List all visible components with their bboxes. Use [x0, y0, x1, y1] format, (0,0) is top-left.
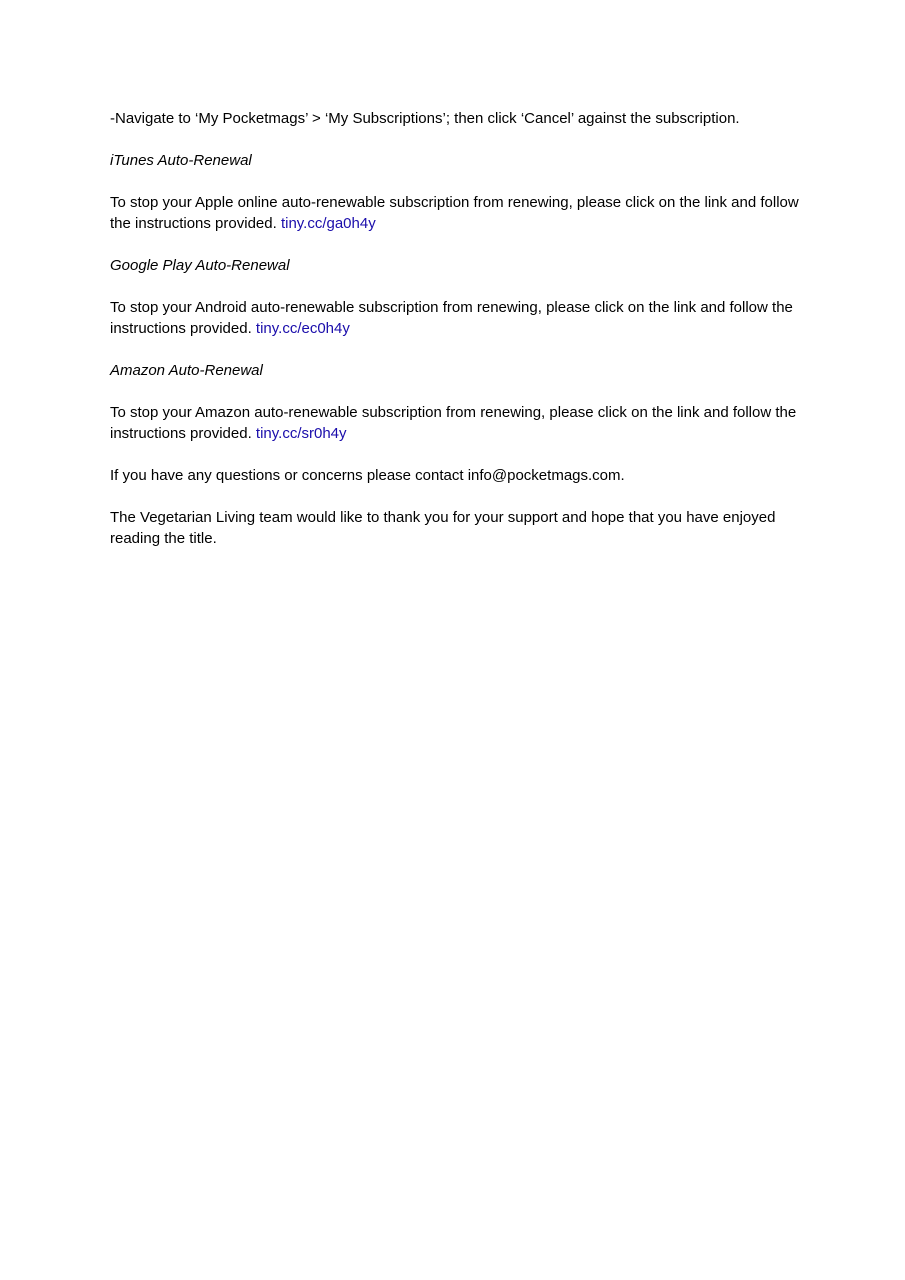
contact-paragraph: If you have any questions or concerns please contact info@pocketmags.com. [110, 467, 625, 484]
section-body-google-play [110, 297, 810, 339]
amazon-link[interactable]: tiny.cc/sr0h4y [255, 425, 347, 442]
section-body-text: To stop your Amazon auto-renewable subscription from renewing, please click on the link and follow the instructions provided. [110, 404, 797, 442]
nav-instruction: -Navigate to ‘My Pocketmags’ > ‘My Subscriptions’; then click ‘Cancel’ against the subscription. [110, 110, 740, 127]
section-heading-google-play: Google Play Auto-Renewal [110, 257, 290, 274]
section-body-text: To stop your Android auto-renewable subscription from renewing, please click on the link and follow the instructions provided. [110, 299, 793, 337]
itunes-link[interactable]: tiny.cc/ga0h4y [280, 215, 376, 232]
document-page [110, 108, 810, 570]
section-heading-amazon: Amazon Auto-Renewal [110, 362, 263, 379]
section-body-amazon [110, 402, 810, 444]
thanks-paragraph: The Vegetarian Living team would like to thank you for your support and hope that you have enjoyed reading the title. [110, 509, 776, 547]
section-heading-itunes: iTunes Auto-Renewal [110, 152, 252, 169]
section-body-text: To stop your Apple online auto-renewable subscription from renewing, please click on the link and follow the instructions provided. [110, 194, 799, 232]
section-body-itunes [110, 192, 810, 234]
google-play-link[interactable]: tiny.cc/ec0h4y [255, 320, 350, 337]
